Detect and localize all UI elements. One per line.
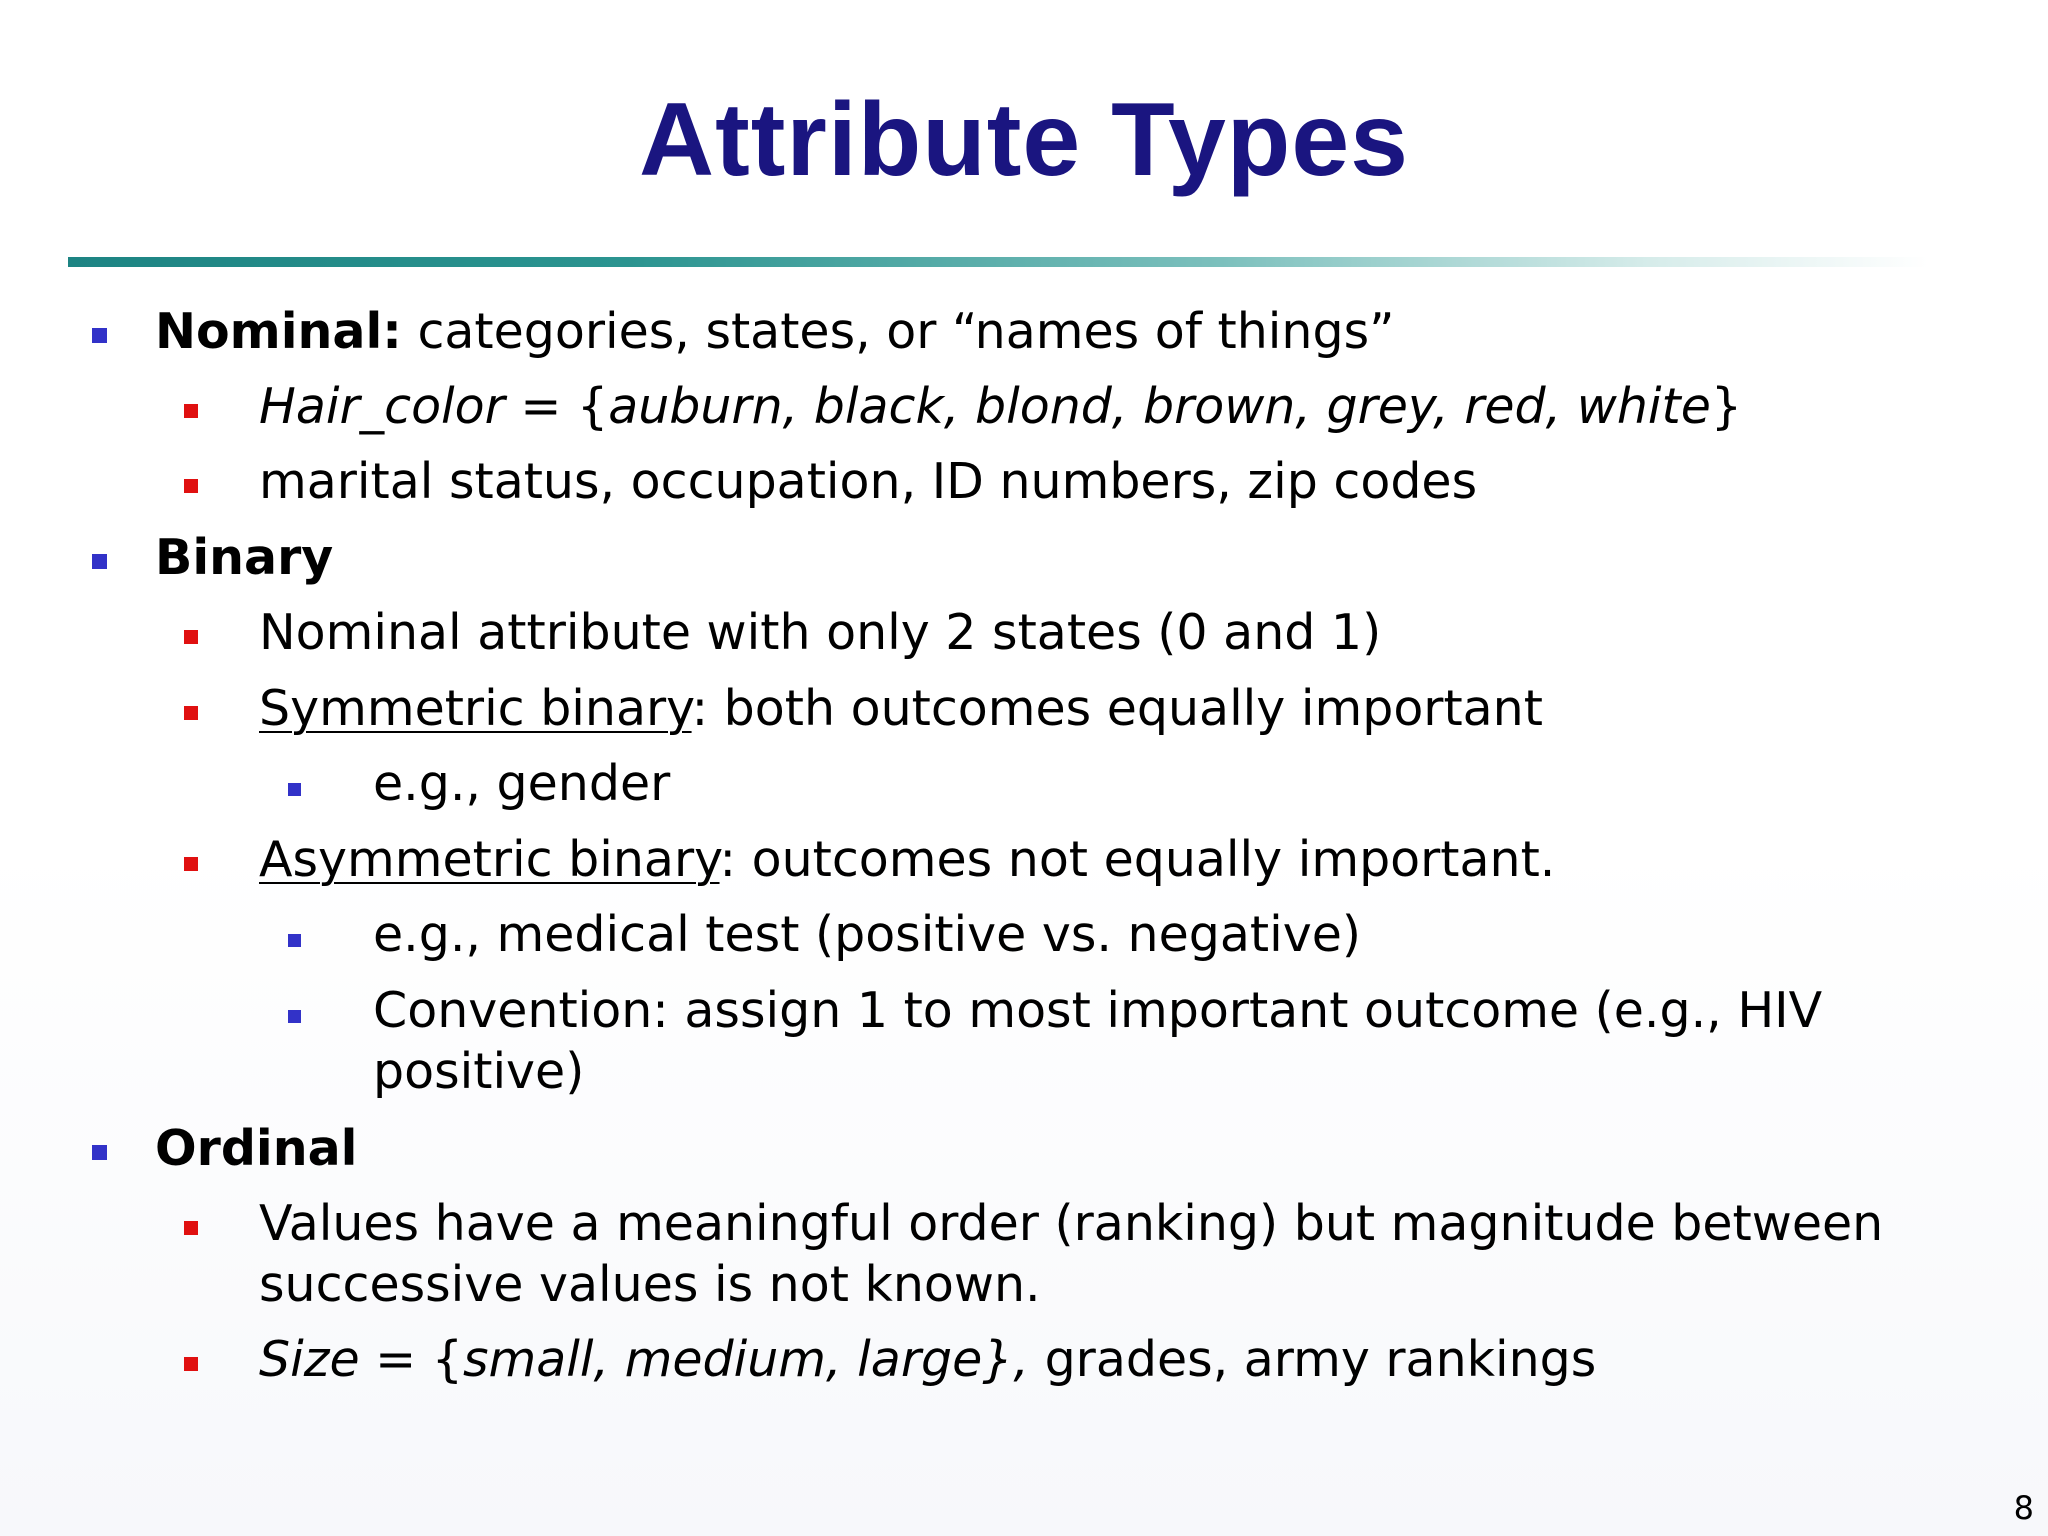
- equals-brace: = {: [504, 378, 609, 435]
- close-brace: }: [1710, 378, 1743, 435]
- asymmetric-example: e.g., medical test (positive vs. negative): [373, 906, 1361, 963]
- bullet-square-blue: [92, 328, 107, 343]
- bullet-square-red: [184, 1221, 198, 1235]
- equals-brace: = {: [359, 1331, 463, 1388]
- binary-item-symmetric: [259, 679, 1543, 739]
- title-divider: [68, 257, 1928, 267]
- bullet-square-blue-small: [288, 1010, 301, 1023]
- close-brace-comma: },: [982, 1331, 1029, 1388]
- bullet-square-blue-small: [288, 934, 301, 947]
- nominal-item-hair-color: [259, 377, 1742, 437]
- slide-title: Attribute Types: [638, 82, 1409, 198]
- bullet-square-red: [184, 630, 198, 644]
- ordinal-other-examples: grades, army rankings: [1029, 1331, 1597, 1388]
- bullet-square-blue-small: [288, 783, 301, 796]
- asymmetric-convention-line2: positive): [373, 1043, 585, 1100]
- hair-color-term: Hair_color: [259, 378, 505, 435]
- binary-heading: Binary: [155, 529, 334, 586]
- binary-item-asymmetric: [259, 830, 1555, 890]
- asymmetric-binary-term: Asymmetric binary: [259, 831, 720, 888]
- nominal-heading: Nominal:: [155, 303, 402, 360]
- bullet-square-red: [184, 857, 198, 871]
- asymmetric-convention-line1: Convention: assign 1 to most important outcome (e.g., HIV: [373, 982, 1823, 1039]
- binary-item-definition: Nominal attribute with only 2 states (0 and 1): [259, 604, 1382, 661]
- symmetric-binary-term: Symmetric binary: [259, 680, 692, 737]
- bullet-square-red: [184, 479, 198, 493]
- ordinal-heading: Ordinal: [155, 1120, 358, 1177]
- bullet-square-red: [184, 1357, 198, 1371]
- size-values: small, medium, large: [462, 1331, 983, 1388]
- nominal-heading-line: [155, 302, 1394, 362]
- ordinal-item-definition-line2: successive values is not known.: [259, 1256, 1041, 1313]
- bullet-square-blue: [92, 554, 107, 569]
- bullet-square-red: [184, 404, 198, 418]
- size-term: Size: [259, 1331, 360, 1388]
- bullet-square-blue: [92, 1145, 107, 1160]
- symmetric-binary-description: : both outcomes equally important: [691, 680, 1543, 737]
- bullet-square-red: [184, 706, 198, 720]
- page-number: 8: [2013, 1489, 2034, 1527]
- nominal-description: categories, states, or “names of things”: [401, 303, 1395, 360]
- nominal-item-examples: marital status, occupation, ID numbers, zip codes: [259, 453, 1478, 510]
- ordinal-item-size: [259, 1330, 1596, 1390]
- asymmetric-binary-description: : outcomes not equally important.: [719, 831, 1556, 888]
- ordinal-item-definition-line1: Values have a meaningful order (ranking) but magnitude between: [259, 1195, 1884, 1252]
- hair-color-values: auburn, black, blond, brown, grey, red, white: [608, 378, 1711, 435]
- symmetric-example: e.g., gender: [373, 755, 671, 812]
